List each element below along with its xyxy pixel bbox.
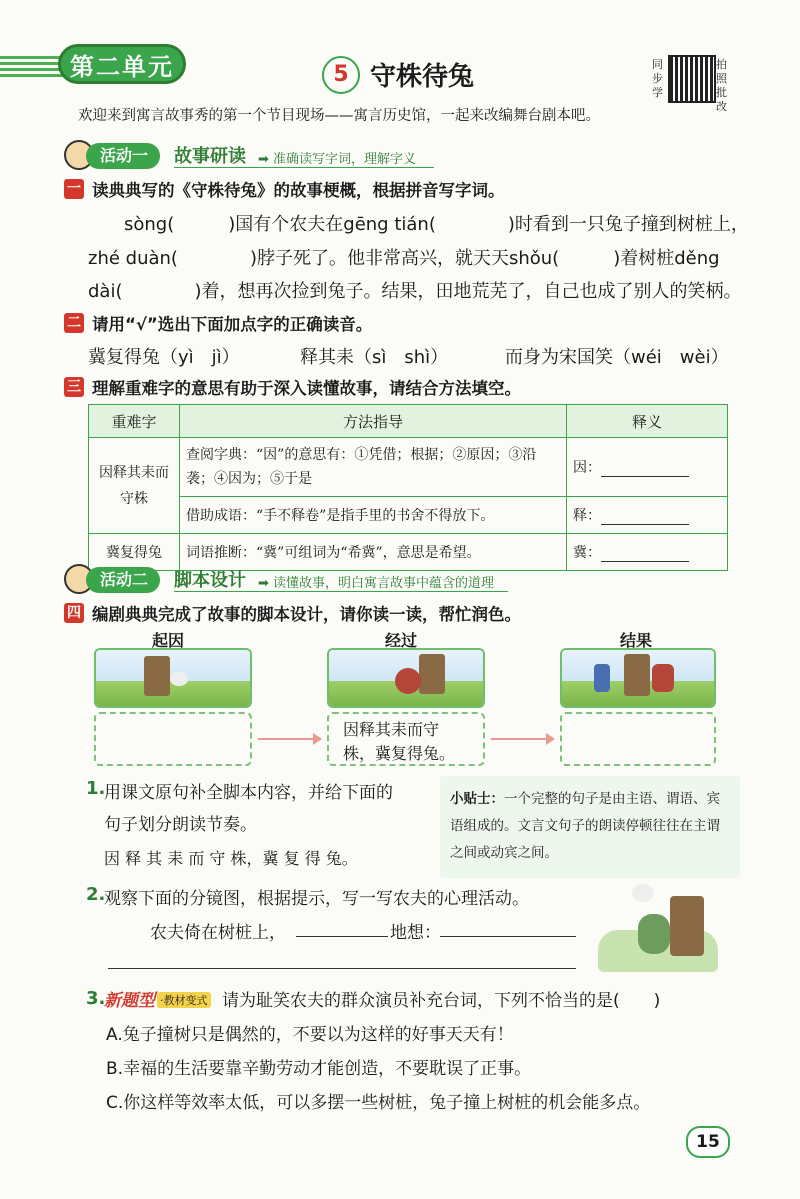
farmer-icon	[652, 664, 674, 692]
rabbit-icon	[170, 672, 188, 686]
unit-badge: 第二单元	[58, 44, 186, 84]
activity2-goal: ➡ 读懂故事，明白寓言故事中蕴含的道理	[258, 576, 495, 591]
sub2-blank-line[interactable]	[108, 968, 576, 969]
qr-label-right: 拍照批改	[716, 58, 727, 113]
q1-prompt: 读典典写的《守株待兔》的故事梗概，根据拼音写字词。	[92, 181, 505, 200]
farmer-thinking-image	[598, 880, 718, 972]
lesson-title: 守株待兔	[370, 62, 475, 92]
q2-prompt: 请用“√”选出下面加点字的正确读音。	[92, 315, 373, 334]
sub2-blank-b[interactable]	[440, 936, 576, 937]
script-box-result[interactable]	[560, 712, 716, 766]
sub2-blank-a[interactable]	[296, 936, 388, 937]
row2-word: 冀复得兔	[89, 534, 180, 571]
sub2-prompt-b: 地想：	[390, 923, 441, 943]
page-number: 15	[686, 1126, 730, 1158]
sub3-text: 请为耻笑农夫的群众演员补充台词，下列不恰当的是( )	[222, 991, 661, 1011]
option-a[interactable]: A.兔子撞树只是偶然的，不要以为这样的好事天天有！	[106, 1025, 514, 1045]
q1-line3: dài( )着，想再次捡到兔子。结果，田地荒芜了，自己也成了别人的笑柄。	[88, 281, 742, 302]
sub1-text-b: 句子划分朗读节奏。	[104, 815, 257, 835]
villager-icon	[594, 664, 610, 692]
frame-label-result: 结果	[620, 631, 653, 650]
col-header-method: 方法指导	[180, 405, 567, 438]
activity1-goal: ➡ 准确读写字词，理解字义	[258, 152, 417, 167]
storyboard-image-process	[327, 648, 485, 708]
new-type-tag: 新题型	[104, 991, 155, 1011]
activity1-name: 故事研读	[174, 146, 246, 167]
storyboard-image-cause	[94, 648, 252, 708]
sub2-prompt-a: 农夫倚在树桩上，	[150, 923, 286, 943]
row1-answer-a[interactable]	[567, 438, 728, 497]
q2-item2[interactable]: 释其耒（sì shì）	[300, 347, 449, 368]
stump-icon	[419, 654, 445, 694]
qr-code-icon[interactable]	[668, 55, 716, 103]
option-c[interactable]: C.你这样等效率太低，可以多摆一些树桩，兔子撞上树桩的机会能多点。	[106, 1093, 651, 1113]
script-box-process: 因释其耒而守株，冀复得兔。	[327, 712, 485, 766]
frame-label-process: 经过	[385, 631, 418, 650]
arrow-icon	[258, 738, 320, 740]
q2-item1[interactable]: 冀复得兔（yì jì）	[88, 347, 240, 368]
frame-label-cause: 起因	[152, 631, 185, 650]
answer-blank[interactable]	[601, 547, 689, 562]
q3-prompt: 理解重难字的意思有助于深入读懂故事，请结合方法填空。	[92, 379, 521, 398]
tip-text: 一个完整的句子是由主语、谓语、宾语组成的。文言文句子的朗读停顿往往在主谓之间或动宾之间。	[450, 791, 720, 861]
answer-label: 释：	[573, 508, 601, 524]
tip-content	[450, 786, 732, 867]
stump-icon	[624, 654, 650, 696]
row2-method: 词语推断：“冀”可组词为“希冀”，意思是希望。	[180, 534, 567, 571]
sub2-number: 2.	[86, 884, 106, 905]
rabbit-thought-icon	[632, 884, 654, 902]
lesson-number: 5	[322, 56, 360, 94]
script-box-cause[interactable]	[94, 712, 252, 766]
farmer-icon	[638, 914, 670, 954]
q1-badge: 一	[64, 179, 84, 199]
row1-word: 因释其耒而守株	[89, 438, 180, 534]
col-header-word: 重难字	[89, 405, 180, 438]
sub1-sentence[interactable]: 因 释 其 耒 而 守 株，冀 复 得 兔。	[104, 849, 358, 868]
tip-title: 小贴士：	[450, 791, 504, 807]
storyboard-image-result	[560, 648, 716, 708]
sub1-number: 1.	[86, 778, 106, 799]
arrow-icon	[491, 738, 553, 740]
q2-item3[interactable]: 而身为宋国笑（wéi wèi）	[505, 347, 729, 368]
option-b[interactable]: B.幸福的生活要靠辛勤劳动才能创造，不要耽误了正事。	[106, 1059, 532, 1079]
q1-line2: zhé duàn( )脖子死了。他非常高兴，就天天shǒu( )着树桩děng	[88, 248, 720, 269]
activity2-name: 脚本设计	[174, 570, 246, 591]
col-header-meaning: 释义	[567, 405, 728, 438]
q4-badge: 四	[64, 603, 84, 623]
answer-blank[interactable]	[601, 462, 689, 477]
stump-icon	[670, 896, 704, 956]
answer-blank[interactable]	[601, 510, 689, 525]
activity1-underline	[174, 167, 434, 168]
sub3-number: 3.	[86, 988, 106, 1009]
qr-label-left: 同步学	[652, 58, 663, 99]
row2-answer[interactable]	[567, 534, 728, 571]
row1-method-b: 借助成语：“手不释卷”是指手里的书舍不得放下。	[180, 497, 567, 534]
intro-text: 欢迎来到寓言故事秀的第一个节目现场——寓言历史馆，一起来改编舞台剧本吧。	[78, 108, 600, 124]
q3-badge: 三	[64, 377, 84, 397]
row1-answer-b[interactable]	[567, 497, 728, 534]
q4-prompt: 编剧典典完成了故事的脚本设计，请你读一读，帮忙润色。	[92, 605, 521, 624]
farmer-icon	[395, 668, 421, 694]
vocab-table	[88, 404, 728, 571]
sub2-text: 观察下面的分镜图，根据提示，写一写农夫的心理活动。	[104, 889, 529, 909]
q1-line1: sòng( )国有个农夫在gēng tián( )时看到一只兔子撞到树桩上，	[124, 214, 749, 235]
answer-label: 因：	[573, 460, 601, 476]
activity2-label: 活动二	[86, 567, 160, 593]
textbook-variant-tag: ·教材变式	[157, 992, 211, 1008]
q2-badge: 二	[64, 313, 84, 333]
activity2-underline	[174, 591, 508, 592]
answer-label: 冀：	[573, 545, 601, 561]
row1-method-a: 查阅字典：“因”的意思有：①凭借；根据；②原因；③沿袭；④因为；⑤于是	[180, 438, 567, 497]
activity1-label: 活动一	[86, 143, 160, 169]
sub1-text-a: 用课文原句补全脚本内容，并给下面的	[104, 783, 393, 803]
stump-icon	[144, 656, 170, 696]
